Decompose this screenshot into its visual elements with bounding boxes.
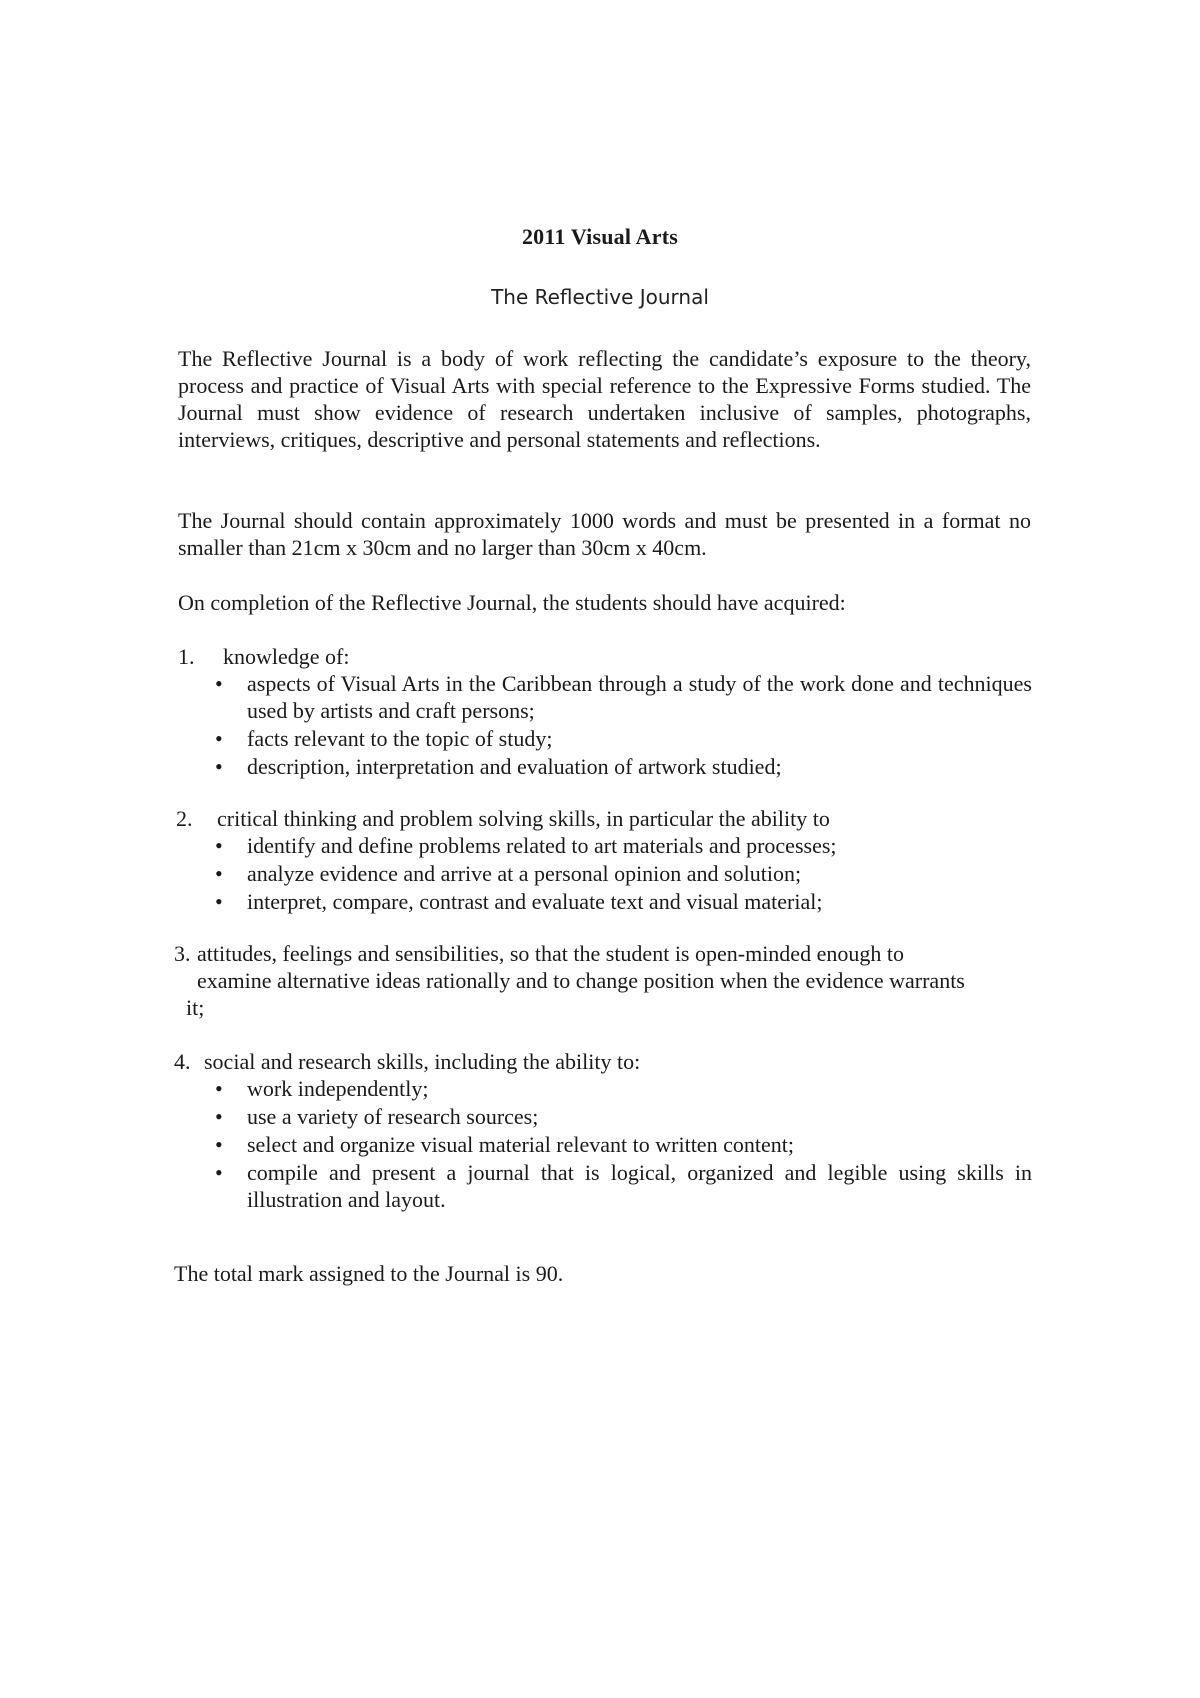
list-item: • analyze evidence and arrive at a personal opinion and solution; <box>212 860 1032 887</box>
list-heading-3-line1: attitudes, feelings and sensibilities, so that the student is open-minded enough to <box>197 941 904 966</box>
list-number-1: 1. <box>178 644 195 669</box>
closing-statement: The total mark assigned to the Journal is 90. <box>174 1261 564 1286</box>
list-item: • interpret, compare, contrast and evaluate text and visual material; <box>212 888 1032 915</box>
list-number-4: 4. <box>174 1049 191 1074</box>
list-heading-1: knowledge of: <box>223 644 350 669</box>
list-item: • aspects of Visual Arts in the Caribbean through a study of the work done and techniques used by artists and craft persons; <box>212 670 1032 724</box>
list-number-3: 3. <box>174 941 191 966</box>
list-item: • compile and present a journal that is logical, organized and legible using skills in illustration and layout. <box>212 1159 1032 1213</box>
bullet-list-2 <box>212 832 1032 916</box>
list-item: • use a variety of research sources; <box>212 1103 1032 1130</box>
outcomes-intro: On completion of the Reflective Journal, the students should have acquired: <box>178 590 846 615</box>
bullet-list-1 <box>212 670 1032 781</box>
format-paragraph: The Journal should contain approximately 1000 words and must be presented in a format no smaller than 21cm x 30cm and no larger than 30cm x 40cm. <box>178 508 1031 560</box>
document-title: 2011 Visual Arts <box>521 224 678 249</box>
list-heading-4: social and research skills, including the ability to: <box>204 1049 641 1074</box>
document-subtitle: The Reflective Journal <box>491 285 709 309</box>
list-item: • work independently; <box>212 1075 1032 1102</box>
list-number-2: 2. <box>176 806 193 831</box>
list-item: • identify and define problems related to art materials and processes; <box>212 832 1032 859</box>
list-heading-3-line2: examine alternative ideas rationally and to change position when the evidence warrants <box>197 968 965 993</box>
list-item: • description, interpretation and evaluation of artwork studied; <box>212 753 1032 780</box>
list-heading-3-line3: it; <box>186 995 205 1020</box>
list-item: • select and organize visual material relevant to written content; <box>212 1131 1032 1158</box>
list-item: • facts relevant to the topic of study; <box>212 725 1032 752</box>
bullet-list-4 <box>212 1075 1032 1214</box>
intro-paragraph: The Reflective Journal is a body of work reflecting the candidate’s exposure to the theory, process and practice of Visual Arts with special reference to the Expressive Forms studied. The Journal must show evidence of research undertaken inclusive of samples, photographs, interviews, critiques, descriptive and personal statements and reflections. <box>178 346 1031 452</box>
list-heading-2: critical thinking and problem solving skills, in particular the ability to <box>217 806 830 831</box>
